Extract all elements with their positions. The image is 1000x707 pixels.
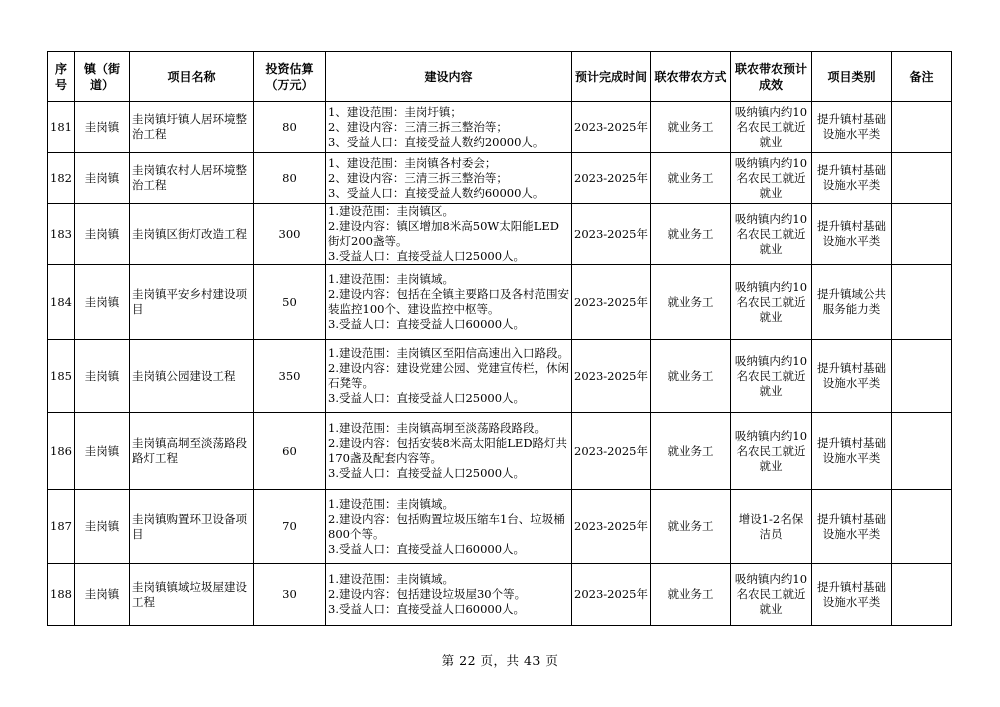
table-row (48, 265, 952, 340)
row-project-name: 圭岗镇圩镇人居环境整治工程 (130, 102, 254, 153)
row-project-name: 圭岗镇农村人居环境整治工程 (130, 153, 254, 204)
row-linkage-effect: 吸纳镇内约10名农民工就近就业 (731, 265, 812, 340)
row-category: 提升镇村基础设施水平类 (812, 102, 892, 153)
row-town: 圭岗镇 (75, 204, 130, 265)
row-town: 圭岗镇 (75, 102, 130, 153)
row-index: 188 (48, 564, 75, 626)
content-line: 3.受益人口：直接受益人口60000人。 (328, 317, 526, 331)
row-completion-time: 2023-2025年 (572, 204, 651, 265)
row-category: 提升镇域公共服务能力类 (812, 265, 892, 340)
table-row (48, 102, 952, 153)
content-line: 1.建设范围：圭岗镇域。 (328, 496, 454, 511)
row-linkage-effect: 吸纳镇内约10名农民工就近就业 (731, 564, 812, 626)
row-investment: 80 (254, 102, 326, 153)
row-content (326, 153, 572, 204)
row-completion-time: 2023-2025年 (572, 564, 651, 626)
content-line: 1、建设范围：圭岗镇各村委会； (328, 155, 497, 170)
row-content (326, 490, 572, 564)
row-town: 圭岗镇 (75, 265, 130, 340)
row-note (892, 102, 952, 153)
header-linkage-method: 联农带农方式 (651, 52, 731, 102)
content-line: 2.建设内容：包括建设垃圾屋30个等。 (328, 587, 527, 601)
row-town: 圭岗镇 (75, 153, 130, 204)
row-project-name: 圭岗镇高垌至淡荡路段路灯工程 (130, 413, 254, 490)
row-town: 圭岗镇 (75, 490, 130, 564)
header-category: 项目类别 (812, 52, 892, 102)
content-line: 2.建设内容：建设党建公园、党建宣传栏，休闲石凳等。 (328, 361, 569, 390)
table-body (48, 102, 952, 626)
row-linkage-method: 就业务工 (651, 413, 731, 490)
row-investment: 350 (254, 340, 326, 413)
row-category: 提升镇村基础设施水平类 (812, 153, 892, 204)
table-row (48, 340, 952, 413)
content-line: 3.受益人口：直接受益人口25000人。 (328, 249, 526, 263)
header-project-name: 项目名称 (130, 52, 254, 102)
row-project-name: 圭岗镇区街灯改造工程 (130, 204, 254, 265)
row-content (326, 340, 572, 413)
row-note (892, 204, 952, 265)
content-line: 3.受益人口：直接受益人口60000人。 (328, 602, 526, 616)
header-index: 序号 (48, 52, 75, 102)
row-linkage-method: 就业务工 (651, 490, 731, 564)
row-category: 提升镇村基础设施水平类 (812, 413, 892, 490)
row-completion-time: 2023-2025年 (572, 413, 651, 490)
row-linkage-method: 就业务工 (651, 153, 731, 204)
row-linkage-method: 就业务工 (651, 265, 731, 340)
row-content (326, 265, 572, 340)
content-line: 2.建设内容：镇区增加8米高50W太阳能LED街灯200盏等。 (328, 219, 559, 248)
row-town: 圭岗镇 (75, 413, 130, 490)
row-index: 181 (48, 102, 75, 153)
table-row (48, 490, 952, 564)
row-project-name: 圭岗镇公园建设工程 (130, 340, 254, 413)
content-line: 3.受益人口：直接受益人口60000人。 (328, 541, 526, 556)
row-index: 182 (48, 153, 75, 204)
content-line: 3、受益人口：直接受益人数约60000人。 (328, 185, 545, 200)
row-linkage-method: 就业务工 (651, 564, 731, 626)
row-linkage-method: 就业务工 (651, 204, 731, 265)
content-line: 2.建设内容：包括购置垃圾压缩车1台、垃圾桶800个等。 (328, 511, 565, 541)
content-line: 2、建设内容：三清三拆三整治等； (328, 170, 508, 185)
row-completion-time: 2023-2025年 (572, 490, 651, 564)
row-linkage-effect: 吸纳镇内约10名农民工就近就业 (731, 340, 812, 413)
content-line: 3、受益人口：直接受益人数约20000人。 (328, 134, 545, 149)
content-line: 2.建设内容：包括安装8米高太阳能LED路灯共170盏及配套内容等。 (328, 436, 568, 465)
table-row (48, 153, 952, 204)
row-content (326, 413, 572, 490)
content-line: 1.建设范围：圭岗镇区。 (328, 204, 454, 218)
row-town: 圭岗镇 (75, 564, 130, 626)
content-line: 3.受益人口：直接受益人口25000人。 (328, 466, 526, 480)
row-index: 185 (48, 340, 75, 413)
row-investment: 70 (254, 490, 326, 564)
table-header-row (48, 52, 952, 102)
content-line: 3.受益人口：直接受益人口25000人。 (328, 391, 526, 405)
header-town: 镇（街道） (75, 52, 130, 102)
row-investment: 30 (254, 564, 326, 626)
header-completion-time: 预计完成时间 (572, 52, 651, 102)
row-category: 提升镇村基础设施水平类 (812, 204, 892, 265)
page-number: 第 22 页，共 43 页 (441, 653, 559, 668)
row-category: 提升镇村基础设施水平类 (812, 340, 892, 413)
project-table (47, 51, 952, 626)
header-investment: 投资估算（万元） (254, 52, 326, 102)
row-linkage-effect: 增设1-2名保洁员 (731, 490, 812, 564)
row-investment: 80 (254, 153, 326, 204)
row-project-name: 圭岗镇平安乡村建设项目 (130, 265, 254, 340)
row-content (326, 204, 572, 265)
row-town: 圭岗镇 (75, 340, 130, 413)
content-line: 1.建设范围：圭岗镇区至阳信高速出入口路段。 (328, 346, 569, 360)
table-row (48, 204, 952, 265)
content-line: 1、建设范围：圭岗圩镇； (328, 104, 462, 119)
row-note (892, 265, 952, 340)
row-linkage-effect: 吸纳镇内约10名农民工就近就业 (731, 102, 812, 153)
header-note: 备注 (892, 52, 952, 102)
row-completion-time: 2023-2025年 (572, 265, 651, 340)
row-investment: 50 (254, 265, 326, 340)
content-line: 2、建设内容：三清三拆三整治等； (328, 119, 508, 134)
row-project-name: 圭岗镇购置环卫设备项目 (130, 490, 254, 564)
row-content (326, 102, 572, 153)
row-linkage-method: 就业务工 (651, 102, 731, 153)
row-linkage-effect: 吸纳镇内约10名农民工就近就业 (731, 413, 812, 490)
row-investment: 300 (254, 204, 326, 265)
row-note (892, 564, 952, 626)
row-category: 提升镇村基础设施水平类 (812, 564, 892, 626)
row-note (892, 490, 952, 564)
row-note (892, 340, 952, 413)
row-index: 187 (48, 490, 75, 564)
row-category: 提升镇村基础设施水平类 (812, 490, 892, 564)
row-index: 184 (48, 265, 75, 340)
row-completion-time: 2023-2025年 (572, 153, 651, 204)
row-completion-time: 2023-2025年 (572, 102, 651, 153)
table-row (48, 564, 952, 626)
row-investment: 60 (254, 413, 326, 490)
row-index: 186 (48, 413, 75, 490)
row-project-name: 圭岗镇镇域垃圾屋建设工程 (130, 564, 254, 626)
row-linkage-effect: 吸纳镇内约10名农民工就近就业 (731, 153, 812, 204)
row-linkage-effect: 吸纳镇内约10名农民工就近就业 (731, 204, 812, 265)
row-note (892, 413, 952, 490)
row-completion-time: 2023-2025年 (572, 340, 651, 413)
table-row (48, 413, 952, 490)
header-linkage-effect: 联农带农预计成效 (731, 52, 812, 102)
row-index: 183 (48, 204, 75, 265)
content-line: 1.建设范围：圭岗镇域。 (328, 572, 454, 586)
content-line: 2.建设内容：包括在全镇主要路口及各村范围安装监控100个、建设监控中枢等。 (328, 287, 569, 316)
row-linkage-method: 就业务工 (651, 340, 731, 413)
content-line: 1.建设范围：圭岗镇域。 (328, 272, 454, 286)
header-content: 建设内容 (326, 52, 572, 102)
row-note (892, 153, 952, 204)
row-content (326, 564, 572, 626)
content-line: 1.建设范围：圭岗镇高垌至淡荡路段路段。 (328, 421, 546, 435)
